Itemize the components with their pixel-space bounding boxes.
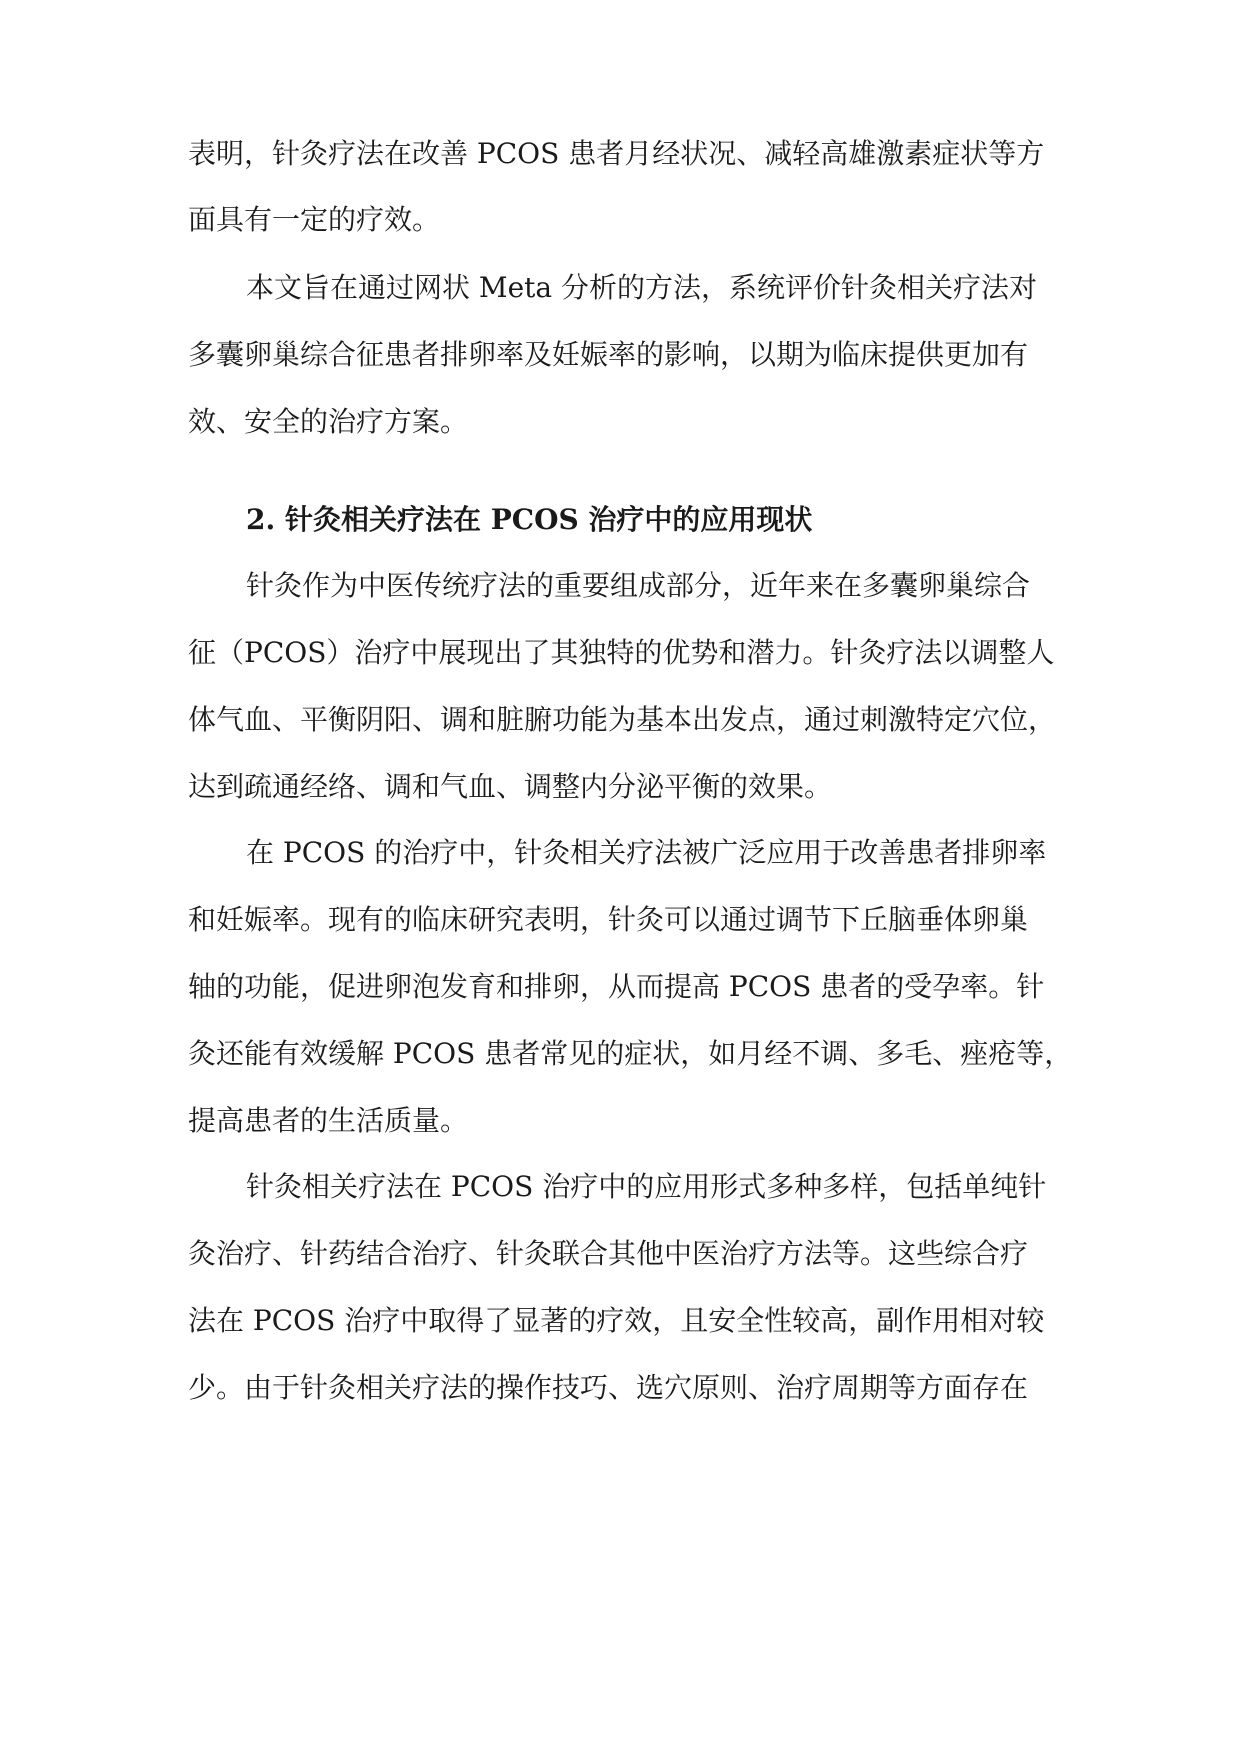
- text-line: 轴的功能，促进卵泡发育和排卵，从而提高 PCOS 患者的受孕率。针: [188, 970, 1045, 1003]
- section-heading: 2. 针灸相关疗法在 PCOS 治疗中的应用现状: [246, 503, 813, 536]
- text-line: 和妊娠率。现有的临床研究表明，针灸可以通过调节下丘脑垂体卵巢: [188, 903, 1029, 936]
- text-line: 征（PCOS）治疗中展现出了其独特的优势和潜力。针灸疗法以调整人: [188, 636, 1055, 669]
- text-line: 多囊卵巢综合征患者排卵率及妊娠率的影响，以期为临床提供更加有: [188, 338, 1029, 371]
- text-line: 表明，针灸疗法在改善 PCOS 患者月经状况、减轻高雄激素症状等方: [188, 137, 1045, 170]
- text-line: 灸还能有效缓解 PCOS 患者常见的症状，如月经不调、多毛、痤疮等，: [188, 1037, 1073, 1070]
- text-line: 面具有一定的疗效。: [188, 203, 441, 236]
- text-line: 在 PCOS 的治疗中，针灸相关疗法被广泛应用于改善患者排卵率: [246, 836, 1047, 869]
- text-line: 提高患者的生活质量。: [188, 1104, 469, 1137]
- text-line: 本文旨在通过网状 Meta 分析的方法，系统评价针灸相关疗法对: [246, 271, 1037, 304]
- text-line: 灸治疗、针药结合治疗、针灸联合其他中医治疗方法等。这些综合疗: [188, 1237, 1029, 1270]
- text-line: 体气血、平衡阴阳、调和脏腑功能为基本出发点，通过刺激特定穴位，: [188, 703, 1057, 736]
- text-line: 效、安全的治疗方案。: [188, 405, 469, 438]
- text-line: 少。由于针灸相关疗法的操作技巧、选穴原则、治疗周期等方面存在: [188, 1371, 1029, 1404]
- text-line: 法在 PCOS 治疗中取得了显著的疗效，且安全性较高，副作用相对较: [188, 1304, 1045, 1337]
- text-line: 针灸作为中医传统疗法的重要组成部分，近年来在多囊卵巢综合: [246, 569, 1031, 602]
- text-line: 针灸相关疗法在 PCOS 治疗中的应用形式多种多样，包括单纯针: [246, 1170, 1047, 1203]
- text-line: 达到疏通经络、调和气血、调整内分泌平衡的效果。: [188, 770, 833, 803]
